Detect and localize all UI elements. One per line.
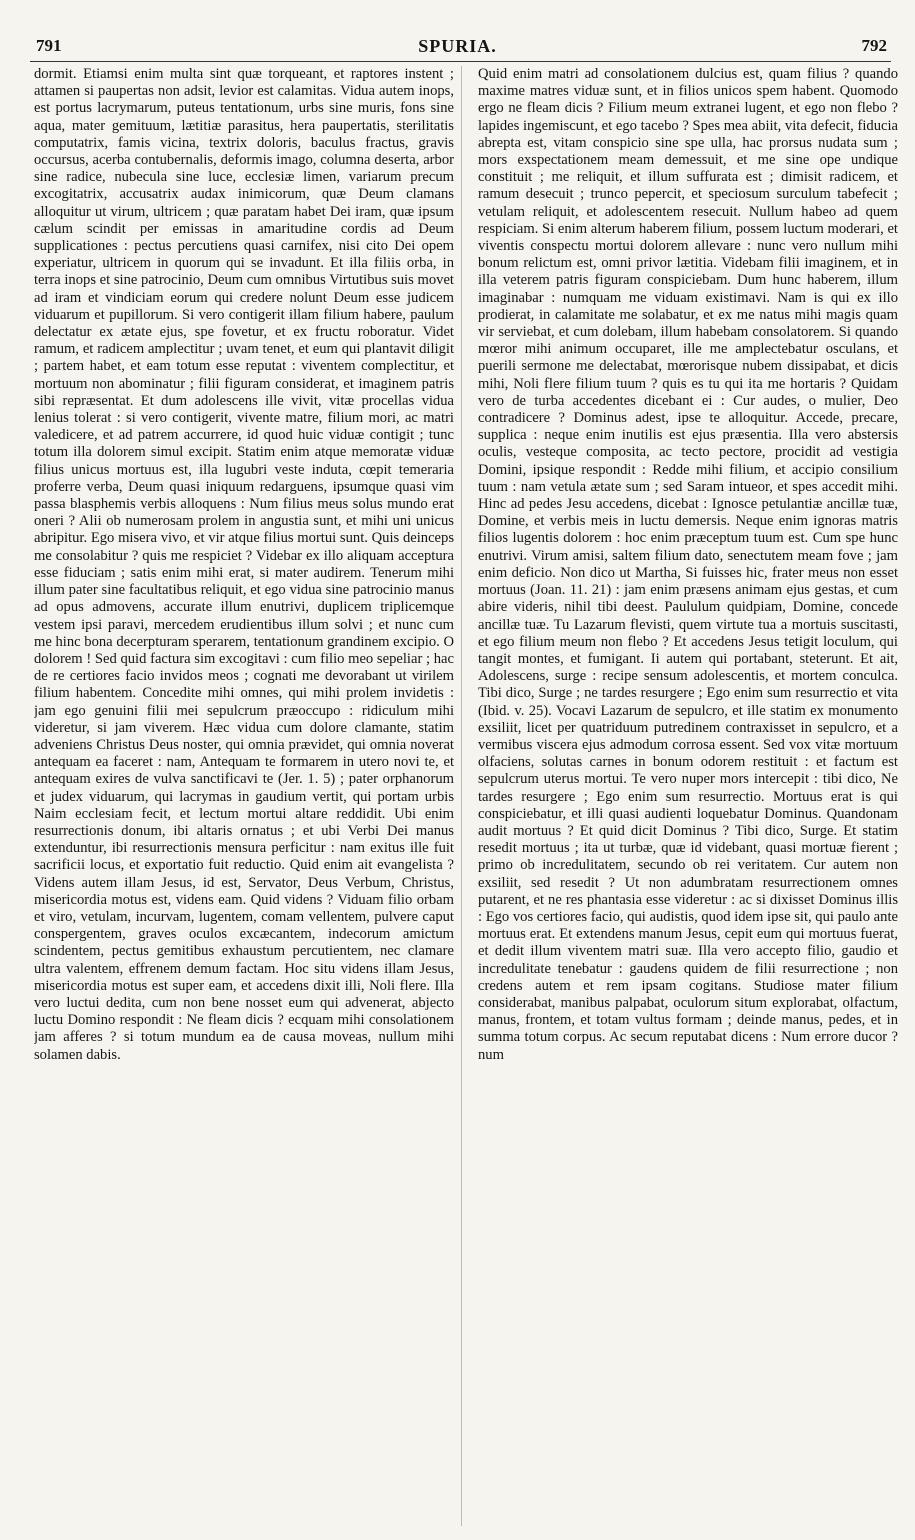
text-column-left xyxy=(34,66,454,1528)
column-divider xyxy=(461,66,462,1526)
page-header xyxy=(0,30,915,60)
page-number-right: 792 xyxy=(861,36,887,55)
page-number-left: 791 xyxy=(36,36,62,55)
text-column-right xyxy=(478,66,898,1528)
column-left-text: dormit. Etiamsi enim multa sint quæ torqueant, et raptores instent ; attamen si paupertas non adsit, levior est calamitas. Vidua autem inops, est portus lacrymarum, puteus tentationum, urbs sine muris, fons sine aqua, mater gemituum, lætitiæ parasitus, hera paupertatis, sterilitatis computatrix, famis vicina, textrix doloris, baculus fractus, gravis occursus, acerba contubernalis, deformis imago, columna deserta, arbor sine radice, nubecula sine luce, ecclesiæ limen, variarum precum excogitatrix, accusatrix audax inimicorum, quæ Deum clamans alloquitur ut virum, ultricem ; quæ paratam habet Dei iram, quæ ipsum cælum scindit per emissas in amaritudine cordis ad Deum supplicationes : pectus percutiens quasi carnifex, nisi cito Dei opem experiatur, ultricem in quorum qui se invadunt. Et illa filiis orba, in terra inops et sine patrocinio, Deum cum omnibus Virtutibus suis movet ad iram et vindiciam eorum qui credere nolunt Deum esse judicem viduarum et pupillorum. Si vero contigerit illam filium habere, paulum delectatur ex ætate ejus, spe fovetur, et ex fructu roboratur. Videt ramum, et radicem amplectitur ; uvam tenet, et eum qui plantavit diligit ; partem habet, et eam totum esse reputat : viventem complectitur, et mortuum non abominatur ; filii figuram considerat, et imaginem patris sibi repræsentat. Et dum adolescens ille vivit, vitæ procellas vidua lenius tolerat : si vero contigerit, vivente matre, filium mori, ac matri valedicere, et ad patrem accurrere, id quod huic viduæ contigit ; tunc totum illa dolorem simul excipit. Statim enim atque memoratæ viduæ filius unicus mortuus est, illa lugubri veste induta, cœpit temeraria proferre verba, Deum quasi iniquum redarguens, ipsumque quasi vim passa blasphemis verbis alloquens : Num filius meus solus mundo erat oneri ? Alii ob numerosam prolem in angustia sunt, et mihi uni unicus abripitur. Ego misera vivo, et vir atque filius mortui sunt. Quis deinceps me consolabitur ? quis me respiciet ? Videbar ex illo aliquam acceptura esse fiduciam ; satis enim mihi erat, si mater audirem. Tenerum mihi illum pater sine facultatibus reliquit, et ego vidua sine patrocinio manus ad opus admovens, accurate illum enutrivi, duplicem triplicemque vestem ipsi paravi, mercedem erudientibus illum solvi ; et nunc cum me hinc bona decerpturam sperarem, tentationum grandinem excipio. O dolorem ! Sed quid factura sim excogitavi : cum filio meo sepeliar ; hac de re certiores facio invidos meos ; cognati me devorabant ut virilem filium habentem. Concedite mihi omnes, qui mihi prolem invidetis : jam ego genuini filii mei sepulcrum præoccupo : ridiculum mihi videretur, si jam viverem. Hæc vidua cum dolore clamante, statim adveniens Christus Deus noster, qui omnia prævidet, qui omnia noverat antequam ea faceret : nam, Antequam te formarem in utero novi te, et antequam exires de vulva sanctificavi te (Jer. 1. 5) ; pater orphanorum et judex viduarum, qui lacrymas in gaudium vertit, qui portam urbis Naim ecclesiam fecit, et lectum mortui altare reddidit. Ubi enim resurrectionis donum, ibi altaris ornatus ; et ubi Verbi Dei manus extenduntur, ibi resurrectionis mensura perficitur : nam exitus ille fuit sacrificii locus, et exportatio fuit reductio. Quid enim ait evangelista ? Videns autem illam Jesus, id est, Servator, Deus Verbum, Christus, misericordia motus est, videns eam. Quid videns ? Viduam filio orbam et viro, vetulam, incurvam, lugentem, comam vellentem, pulvere caput conspergentem, graves oculos excæcantem, indecorum amictum scindentem, pectus gemitibus exhaustum percutientem, nec clamare ultra valentem, effrenem demum factam. Hoc situ videns illam Jesus, misericordia motus est super eam, et accedens dixit illi, Noli flere. Illa vero luctui dedita, cum non bene nosset eum qui advenerat, abjecto luctu Domino respondit : Ne fleam dicis ? ecquam mihi consolationem jam afferes ? si totum mundum ea de causa moveas, nullum mihi solamen dabis. xyxy=(34,66,454,1063)
column-right-text: Quid enim matri ad consolationem dulcius est, quam filius ? quando maxime matres viduæ sunt, et in filios unicos spem habent. Quomodo ergo ne fleam dicis ? Filium meum extranei lugent, et ego non flebo ? lapides ingemiscunt, et ego tacebo ? Spes mea abiit, vita defecit, fiducia abrepta est, vitam conspicio sine spe ulla, hac prorsus nudata sum ; mors exspectationem meam demessuit, et me sine ope undique constituit ; me reliquit, et illum suffurata est ; dimisit radicem, et ramum desecuit ; trunco pepercit, et speciosum surculum tabefecit ; vetulam reliquit, et adolescentem resecuit. Nullum habeo ad quem respiciam. Si enim alterum haberem filium, possem luctum moderari, et viventis conspectu mortui dolorem allevare : nunc vero nullum mihi bonum relictum est, omni privor lætitia. Videbam filii imaginem, et in illa veterem patris figuram conspiciebam. Dum hunc haberem, illum imaginabar : numquam me viduam existimavi. Nam is qui ex illo prodierat, in calamitate me solabatur, et ex me natus mihi magis quam vir serviebat, et cum dolebam, illum habebam consolatorem. Si quando mœror mihi animum occuparet, ille me amplectebatur osculans, et puerili sermone me delectabat, mœrorisque nubem dissipabat, et dicis mihi, Noli flere filium tuum ? quis es tu qui ita me hortaris ? Quidam vero de turba accedentes dicebant ei : Cur audes, o mulier, Deo contradicere ? Dominus adest, ipse te alloquitur. Accede, precare, supplica : neque enim inutilis est ejus præsentia. Illa vero abstersis oculis, vesteque composita, ac tecto pectore, procidit ad vestigia Domini, ipsique respondit : Redde mihi filium, et accipio consilium tuum : nam vetula ætate sum ; sed Saram intueor, et spes accedit mihi. Hinc ad pedes Jesu accedens, dicebat : Ignosce petulantiæ ancillæ tuæ, Domine, et verbis meis in luctu demersis. Neque enim ignoras matris filios lugentis dolorem : hoc enim præceptum tuum est. Cum spe hunc enutrivi. Virum amisi, saltem filium dato, senectutem meam fove ; jam enim deficio. Non dico ut Martha, Si fuisses hic, frater meus non esset mortuus (Joan. 11. 21) : jam enim præsens animam ejus gestas, et cum abire videris, nihil tibi deest. Paululum quidpiam, Domine, concede ancillæ tuæ. Tu Lazarum flevisti, quem virtute tua a mortuis suscitasti, et ego filium meum non flebo ? Et accedens Jesus tetigit loculum, qui tangit montes, et fumigant. Ii autem qui portabant, steterunt. Et ait, Adolescens, surge : recipe sensum adolescentis, et mortem conculca. Tibi dico, Surge ; ne tardes resurgere ; Ego enim sum resurrectio et vita (Ibid. v. 25). Vocavi Lazarum de sepulcro, et ille statim ex monumento exsiliit, licet per quatriduum putredinem contraxisset in sepulcro, et a vermibus viscera ejus admodum corrosa essent. Sed vox vitæ mortuum olfaciens, solutas carnes in bonum odorem restituit : et factum est sepulcrum uterus mortui. Te vero nuper mors intercepit : tibi dico, Ne tardes resurgere ; Ego enim sum resurrectio. Mortuus erat is qui conspiciebatur, et illi quasi audienti loquebatur Dominus. Quandonam audit mortuus ? Et quid dicit Dominus ? Tibi dico, Surge. Et statim resedit mortuus ; ita ut turbæ, quæ id videbant, quasi mortuæ fierent ; primo ob incredulitatem, secundo ob rei veritatem. Cur autem non exsiliit, sed resedit ? Ut non adumbratam resurrectionem omnes putarent, et ne res phantasia esse videretur : ac si dixisset Dominus illis : Ego vos certiores facio, qui audistis, quod idem ipse sit, qui paulo ante mortuus erat. Et extendens manum Jesus, cepit eum qui mortuus fuerat, et dedit illum viventem matri suæ. Illa vero accepto filio, gaudio et incredulitate tenebatur : gaudens quidem de filii resurrectione ; non credens autem et rem ipsam cogitans. Studiose mater filium considerabat, manibus palpabat, oculorum situm explorabat, olfactum, manus, frontem, et totam vultus formam ; deinde manus, pedes, et in summa totum corpus. Ac secum reputabat dicens : Num errore ducor ? num xyxy=(478,66,898,1063)
running-title: SPURIA. xyxy=(418,36,497,56)
header-rule xyxy=(30,61,891,62)
